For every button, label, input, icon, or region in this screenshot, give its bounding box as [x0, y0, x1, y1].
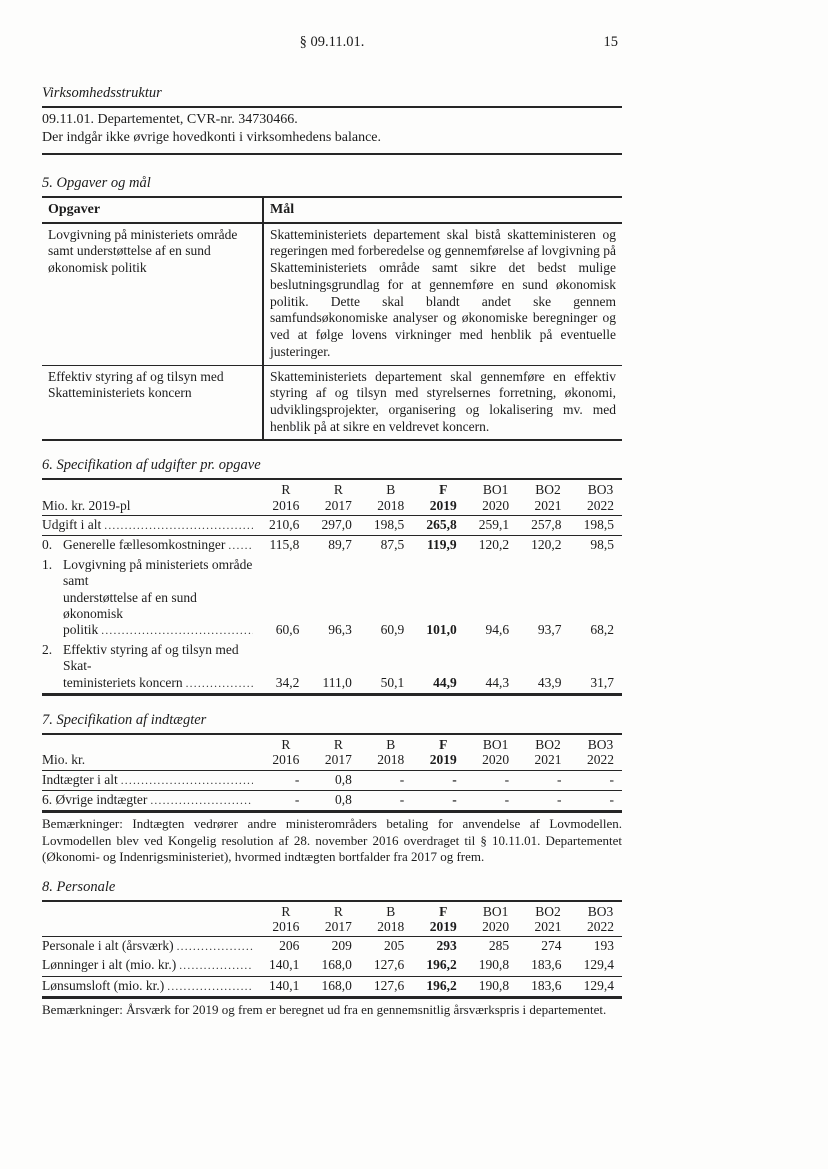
col-header-r2016: R 2016 [255, 479, 307, 515]
value-cell: 196,2 [412, 956, 464, 976]
col-header-bo3-2022: BO3 2022 [570, 901, 622, 937]
table-row [42, 223, 622, 365]
virksomhedsstruktur-heading: Virksomhedsstruktur [42, 84, 162, 101]
section-reference: § 09.11.01. [299, 34, 365, 50]
col-header-r2016: R 2016 [255, 734, 307, 770]
value-cell: 98,5 [590, 537, 614, 553]
udgifter-total-row [42, 515, 622, 535]
value-cell: 206 [279, 937, 300, 953]
opgaver-maal-table [42, 196, 622, 441]
value-cell: 94,6 [485, 622, 510, 638]
col-header-f2019: F 2019 [412, 734, 464, 770]
value-cell: 205 [384, 937, 405, 953]
value-cell: 190,8 [478, 977, 510, 993]
value-cell: - [517, 770, 569, 790]
value-cell: 183,6 [517, 956, 569, 976]
leader-dots [177, 938, 253, 954]
value-cell: 101,0 [426, 622, 457, 638]
value-cell: 193 [593, 937, 614, 953]
maal-cell: Skatteministeriets departement skal bistå skatteministeren og regeringen med forberedelse og gennemførelse af lovgivning på Skatteministeriets område samt sikre det bedst mulige beslutningsgrundlag for at gennemføre en sund økonomisk politik. Dette skal blandt andet ske gennem samfundsøkonomiske analyser og økonomiske beregninger og ved at følge lovens virkninger med henblik på eventuelle justeringer. [270, 226, 616, 359]
opgaver-column-header: Opgaver [42, 197, 263, 222]
value-cell: 198,5 [570, 515, 622, 535]
col-header-bo1-2020: BO1 2020 [465, 479, 517, 515]
col-header-r2017: R 2017 [307, 734, 359, 770]
value-cell: 0,8 [334, 791, 352, 807]
personale-heading: 8. Personale [42, 878, 116, 895]
value-cell: 120,2 [478, 537, 510, 553]
cvr-line: 09.11.01. Departementet, CVR-nr. 34730466. [42, 111, 298, 127]
col-header-b2018: B 2018 [360, 479, 412, 515]
value-cell: - [360, 770, 412, 790]
col-header-bo3-2022: BO3 2022 [570, 479, 622, 515]
row-label: 6. Øvrige indtægter ..... [42, 790, 255, 811]
leader-dots [186, 675, 253, 691]
indtaegter-total-row [42, 770, 622, 790]
opgave-cell: Lovgivning på ministeriets område samt understøttelse af en sund økonomisk politik [42, 223, 263, 365]
col-header-bo3-2022: BO3 2022 [570, 734, 622, 770]
value-cell: 34,2 [275, 674, 300, 690]
value-cell: 293 [436, 937, 457, 953]
value-cell: 129,4 [570, 956, 622, 976]
value-cell: 60,9 [380, 622, 405, 638]
value-cell: - [504, 791, 510, 807]
value-cell: 89,7 [328, 537, 352, 553]
col-header-bo1-2020: BO1 2020 [465, 901, 517, 937]
col-header-bo2-2021: BO2 2021 [517, 734, 569, 770]
col-header-b2018: B 2018 [360, 734, 412, 770]
row-label: Indtægter i alt ..... [42, 770, 255, 790]
unit-label: Mio. kr. [42, 734, 255, 770]
value-cell: - [399, 791, 405, 807]
value-cell: - [465, 770, 517, 790]
value-cell: 0,8 [307, 770, 359, 790]
leader-dots [228, 537, 253, 553]
value-cell: 87,5 [380, 537, 405, 553]
value-cell: - [452, 791, 457, 807]
value-cell: 198,5 [360, 515, 412, 535]
col-header-f2019: F 2019 [412, 479, 464, 515]
value-cell: 285 [488, 937, 510, 953]
row-label: 2. Effektiv styring af og tilsyn med Skat- teministeriets koncern ..... [42, 641, 255, 695]
value-cell: 115,8 [269, 537, 300, 553]
value-cell: 111,0 [322, 674, 352, 690]
udgifter-heading: 6. Specifikation af udgifter pr. opgave [42, 457, 261, 474]
value-cell: 259,1 [465, 515, 517, 535]
value-cell: - [557, 791, 562, 807]
value-cell: 209 [331, 937, 352, 953]
col-header-r2017: R 2017 [307, 901, 359, 937]
value-cell: 31,7 [590, 674, 614, 690]
col-header-bo2-2021: BO2 2021 [517, 479, 569, 515]
col-header-f2019: F 2019 [412, 901, 464, 937]
udgifter-table [42, 478, 622, 696]
value-cell: 60,6 [275, 622, 300, 638]
value-cell: 44,9 [433, 674, 457, 690]
col-header-bo2-2021: BO2 2021 [517, 901, 569, 937]
leader-dots [179, 957, 253, 973]
indtaegter-heading: 7. Specifikation af indtægter [42, 712, 207, 729]
value-cell: - [570, 770, 622, 790]
personale-header-row [42, 901, 622, 937]
table-row [42, 641, 622, 695]
value-cell: 190,8 [465, 956, 517, 976]
leader-dots [167, 978, 253, 994]
opgaver-maal-header-row [42, 197, 622, 222]
opgaver-maal-heading: 5. Opgaver og mål [42, 175, 151, 192]
value-cell: 127,6 [360, 956, 412, 976]
row-label: 0. Generelle fællesomkostninger ..... [42, 536, 255, 556]
indtaegter-header-row [42, 734, 622, 770]
value-cell: 196,2 [426, 977, 457, 993]
unit-label [42, 901, 255, 937]
row-label: Lønninger i alt (mio. kr.) ..... [42, 956, 255, 976]
row-label: Lønsumsloft (mio. kr.) ..... [42, 976, 255, 997]
value-cell: 120,2 [531, 537, 562, 553]
personale-remark: Bemærkninger: Årsværk for 2019 og frem er beregnet ud fra en gennemsnitlig årsværkspris i departementet. [42, 1002, 607, 1018]
table-row [42, 556, 622, 641]
value-cell: 127,6 [373, 977, 405, 993]
value-cell: 168,0 [321, 977, 352, 993]
value-cell: 297,0 [307, 515, 359, 535]
table-row [42, 936, 622, 956]
col-header-bo1-2020: BO1 2020 [465, 734, 517, 770]
value-cell: 44,3 [485, 674, 510, 690]
value-cell: 257,8 [517, 515, 569, 535]
value-cell: 50,1 [380, 674, 405, 690]
value-cell: - [609, 791, 614, 807]
page-content [42, 34, 622, 1019]
loensumsloft-row [42, 976, 622, 997]
value-cell: 183,6 [531, 977, 562, 993]
value-cell: 274 [541, 937, 562, 953]
value-cell: 210,6 [255, 515, 307, 535]
unit-label: Mio. kr. 2019-pl [42, 479, 255, 515]
col-header-r2017: R 2017 [307, 479, 359, 515]
row-label: Personale i alt (årsværk) ..... [42, 936, 255, 956]
value-cell: 68,2 [590, 622, 614, 638]
indtaegter-table [42, 733, 622, 813]
value-cell: 265,8 [412, 515, 464, 535]
table-row [42, 790, 622, 811]
value-cell: 140,1 [255, 956, 307, 976]
value-cell: - [255, 770, 307, 790]
col-header-r2016: R 2016 [255, 901, 307, 937]
table-row [42, 365, 622, 440]
udgifter-header-row [42, 479, 622, 515]
leader-dots [101, 622, 253, 638]
row-label: 1. Lovgivning på ministeriets område samt understøttelse af en sund økonomisk politik ..... [42, 556, 255, 641]
leader-dots [150, 792, 253, 808]
value-cell: 93,7 [537, 622, 562, 638]
value-cell: 129,4 [583, 977, 614, 993]
balance-line: Der indgår ikke øvrige hovedkonti i virksomhedens balance. [42, 130, 382, 146]
personale-table [42, 900, 622, 1000]
value-cell: 168,0 [307, 956, 359, 976]
value-cell: 43,9 [537, 674, 562, 690]
virksomhedsstruktur-box [42, 106, 622, 155]
value-cell: - [412, 770, 464, 790]
value-cell: 119,9 [427, 537, 457, 553]
leader-dots [121, 772, 253, 788]
running-header [42, 34, 622, 52]
row-label: Udgift i alt ..... [42, 515, 255, 535]
value-cell: 140,1 [269, 977, 300, 993]
page-number: 15 [603, 34, 618, 50]
table-row [42, 956, 622, 976]
maal-column-header: Mål [263, 197, 622, 222]
maal-cell: Skatteministeriets departement skal gennemføre en effektiv styring af og tilsyn med styrelsernes forretning, økonomi, udviklingsprojekter, organisering og lokalisering mv. med henblik på at sikre en veldrevet koncern. [263, 365, 622, 440]
opgave-cell: Effektiv styring af og tilsyn med Skatteministeriets koncern [42, 365, 263, 440]
leader-dots [104, 517, 253, 533]
col-header-b2018: B 2018 [360, 901, 412, 937]
value-cell: 96,3 [328, 622, 352, 638]
table-row [42, 536, 622, 556]
indtaegter-remark: Bemærkninger: Indtægten vedrører andre ministerområders betaling for anvendelse af Lovmodellen. Lovmodellen blev ved Kongelig resolution af 28. november 2016 overdraget til § 10.11.01. Departementet (Økonomi- og Indenrigsministeriet), hvormed indtægten bortfalder fra 2017 og frem. [42, 816, 622, 865]
value-cell: - [294, 791, 300, 807]
